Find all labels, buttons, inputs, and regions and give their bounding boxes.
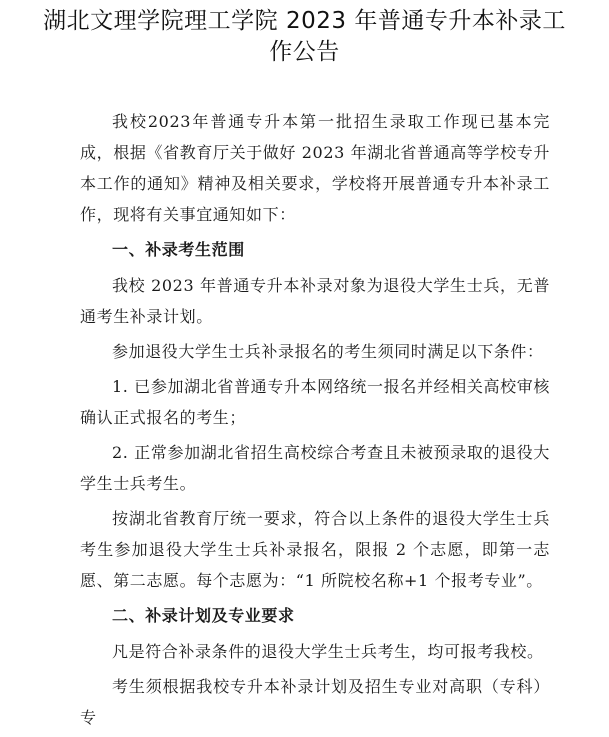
section-heading: 一、补录考生范围	[112, 240, 245, 259]
body-paragraph: 凡是符合补录条件的退役大学生士兵考生，均可报考我校。	[112, 642, 544, 661]
body-paragraph: 参加退役大学生士兵补录报名的考生须同时满足以下条件：	[112, 342, 544, 361]
list-item: 1. 已参加湖北省普通专升本网络统一报名并经相关高校审核确认正式报名的考生；	[80, 377, 550, 427]
section-heading: 二、补录计划及专业要求	[112, 606, 295, 625]
body-paragraph: 按湖北省教育厅统一要求，符合以上条件的退役大学生士兵考生参加退役大学生士兵补录报名，限报 2 个志愿，即第一志愿、第二志愿。每个志愿为：“1 所院校名称+1 个报考专业”。	[80, 509, 550, 590]
intro-paragraph: 我校2023年普通专升本第一批招生录取工作现已基本完成，根据《省教育厅关于做好 2023 年湖北省普通高等学校专升本工作的通知》精神及相关要求，学校将开展普通专升本补录工作，现将有关事宜通知如下：	[80, 112, 550, 224]
list-item: 2. 正常参加湖北省招生高校综合考查且未被预录取的退役大学生士兵考生。	[80, 443, 550, 493]
body-paragraph: 我校 2023 年普通专升本补录对象为退役大学生士兵，无普通考生补录计划。	[80, 276, 550, 326]
body-paragraph: 考生须根据我校专升本补录计划及招生专业对高职（专科）专	[80, 677, 550, 727]
document-body	[80, 106, 550, 737]
document-title: 湖北文理学院理工学院 2023 年普通专升本补录工作公告	[43, 8, 566, 65]
